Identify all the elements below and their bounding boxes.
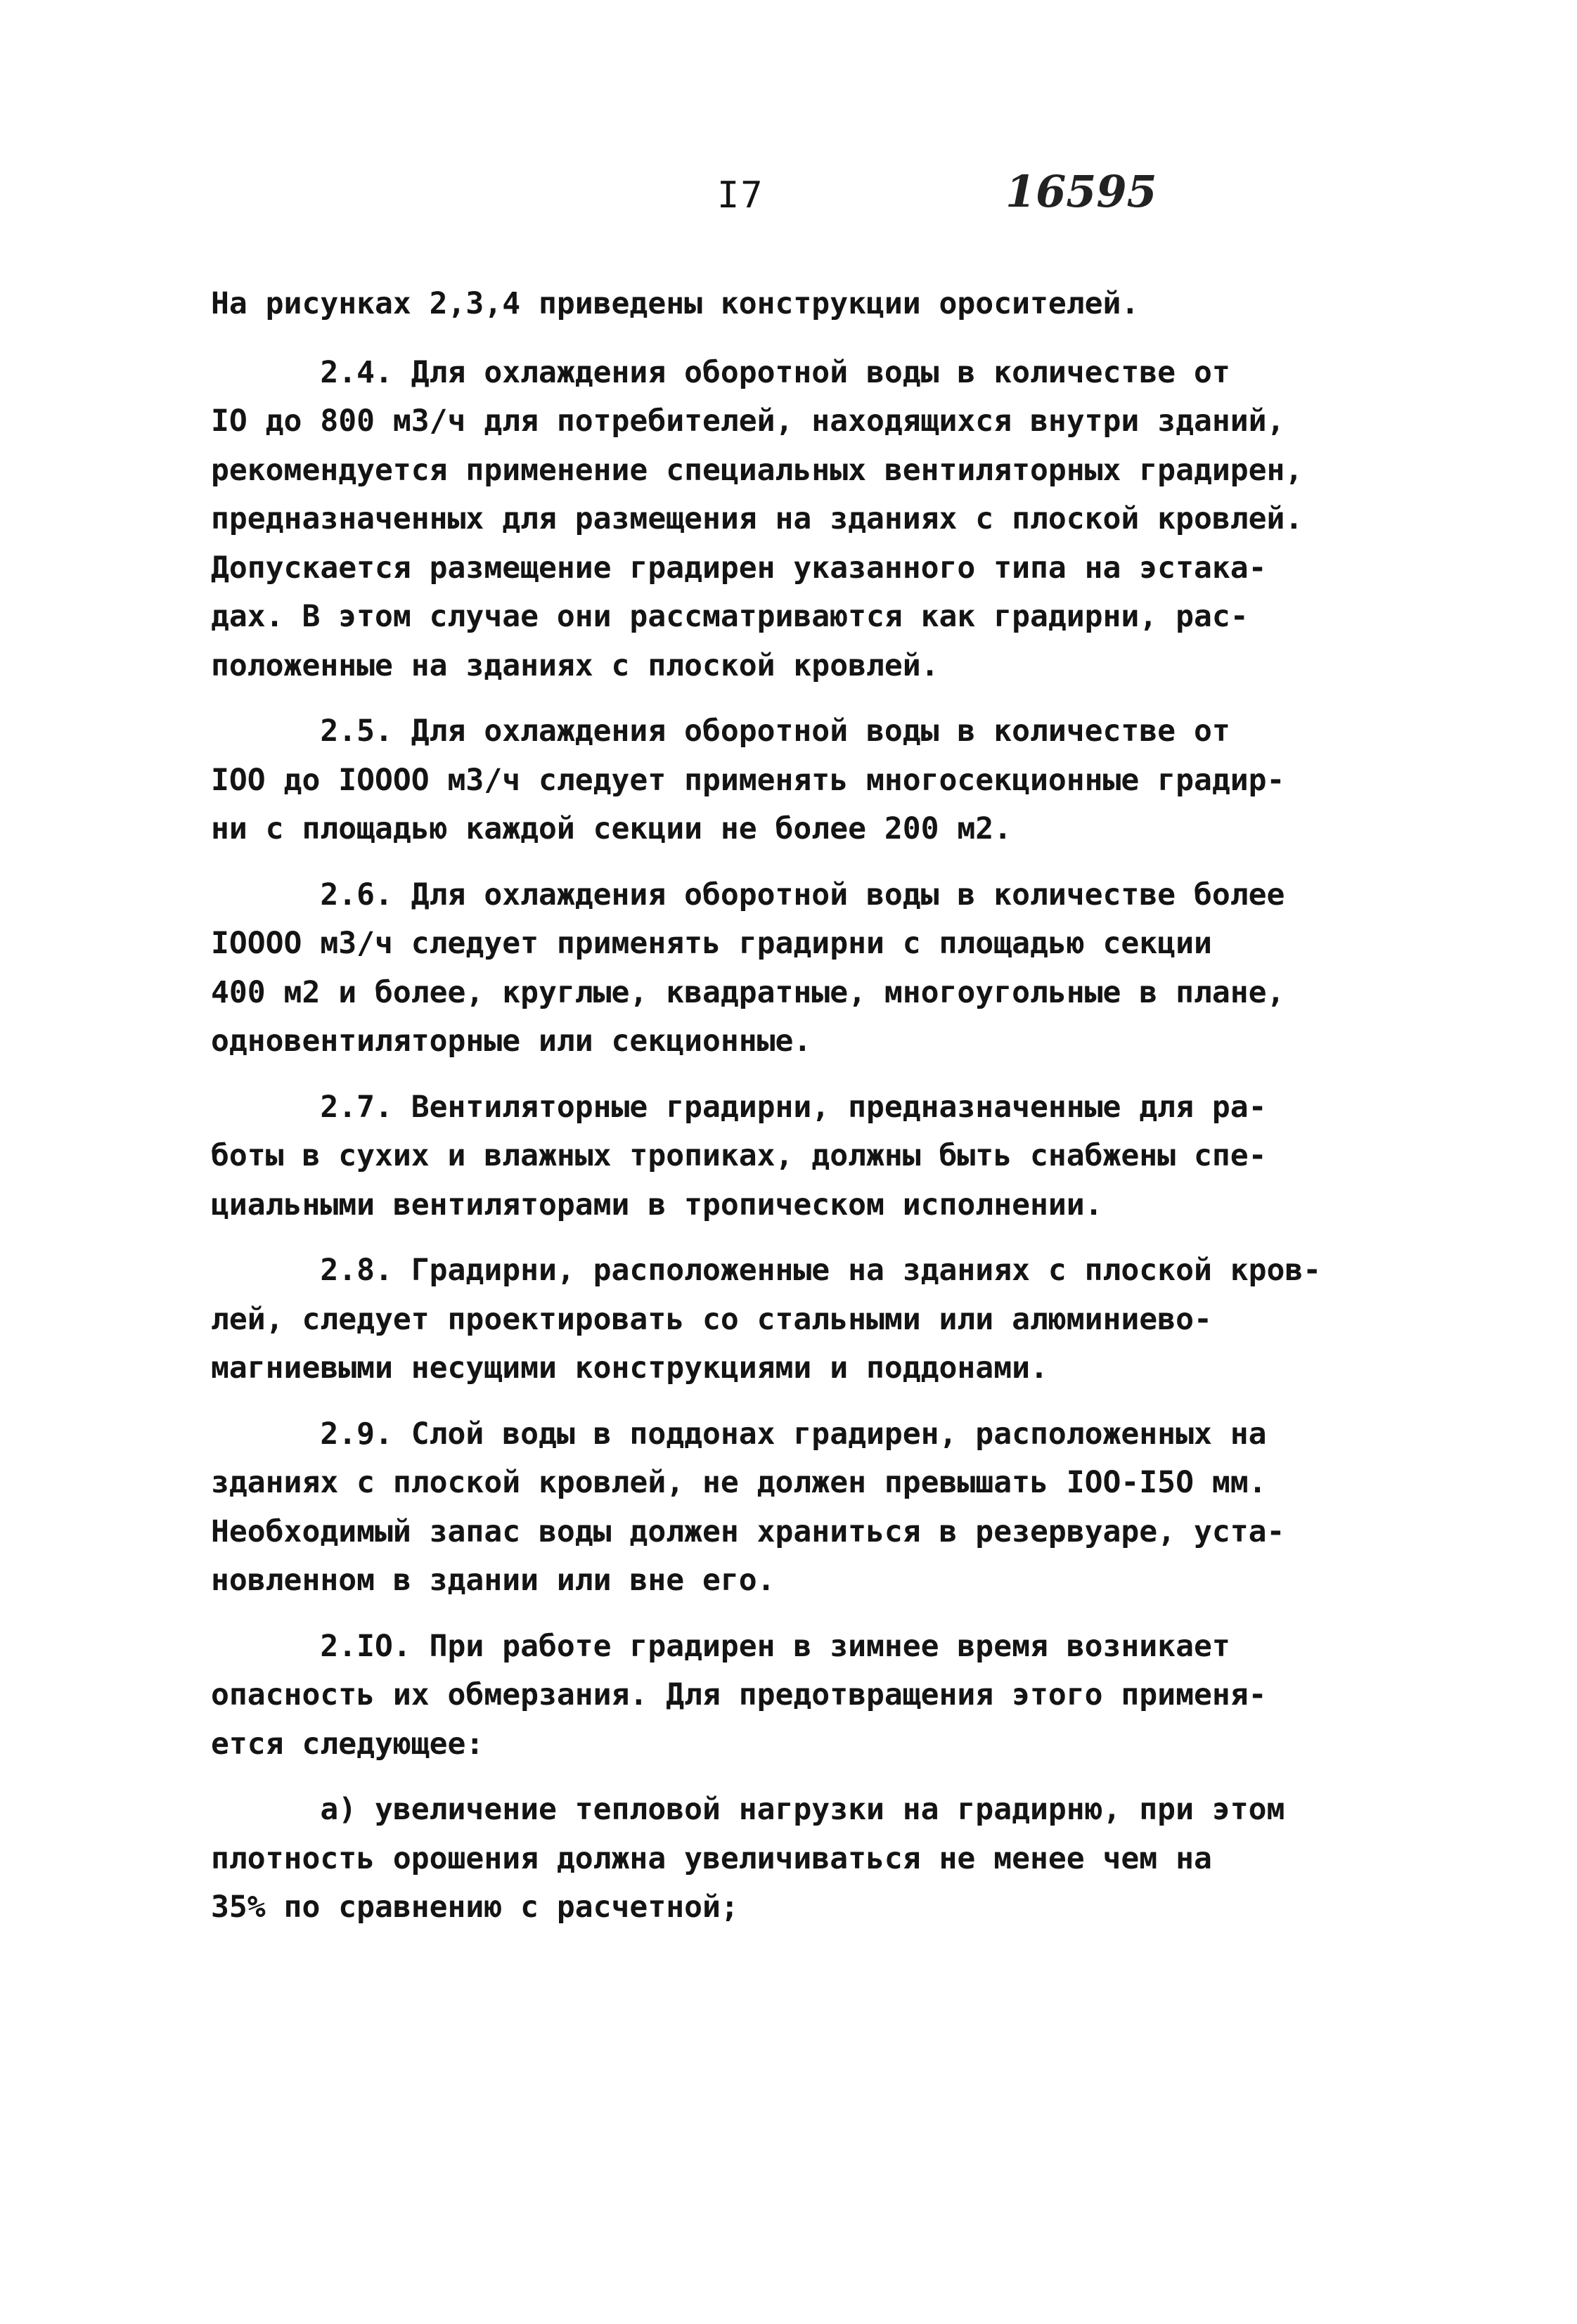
paragraph-intro: На рисунках 2,3,4 приведены конструкции оросителей. [211, 286, 1140, 321]
paragraph-2-7: 2.7. Вентиляторные градирни, предназначенные для ра- боты в сухих и влажных тропиках, должны быть снабжены спе- циальными вентиляторами в тропическом исполнении. [211, 1089, 1267, 1222]
paragraph-2-5: 2.5. Для охлаждения оборотной воды в количестве от IOO до IOOOO м3/ч следует применять многосекционные градир- ни с площадью каждой секции не более 200 м2. [211, 714, 1285, 846]
document-number: 16595 [1005, 166, 1157, 217]
paragraph-2-10-a: а) увеличение тепловой нагрузки на градирню, при этом плотность орошения должна увеличиваться не менее чем на 35% по сравнению с расчетной; [211, 1792, 1285, 1925]
body-text [211, 280, 1420, 1949]
paragraph-2-4: 2.4. Для охлаждения оборотной воды в количестве от IO до 800 м3/ч для потребителей, находящихся внутри зданий, рекомендуется применение специальных вентиляторных градирен, предназначенных для размещения на зданиях с плоской кровлей. Допускается размещение градирен указанного типа на эстака- дах. В этом случае они рассматриваются как градирни, рас- положенные на зданиях с плоской кровлей. [211, 354, 1304, 683]
paragraph-2-9: 2.9. Слой воды в поддонах градирен, расположенных на зданиях с плоской кровлей, не должен превышать IOO-I5O мм. Необходимый запас воды должен храниться в резервуаре, уста- новленном в здании или вне его. [211, 1416, 1285, 1598]
paragraph-2-8: 2.8. Градирни, расположенные на зданиях с плоской кров- лей, следует проектировать со стальными или алюминиево- магниевыми несущими конструкциями и поддонами. [211, 1253, 1322, 1386]
paragraph-2-6: 2.6. Для охлаждения оборотной воды в количестве более IOOOO м3/ч следует применять градирни с площадью секции 400 м2 и более, круглые, квадратные, многоугольные в плане, одновентиляторные или секционные. [211, 877, 1285, 1059]
paragraph-2-10: 2.IO. При работе градирен в зимнее время возникает опасность их обмерзания. Для предотвращения этого применя- ется следующее: [211, 1628, 1267, 1762]
page-number: I7 [717, 174, 764, 217]
